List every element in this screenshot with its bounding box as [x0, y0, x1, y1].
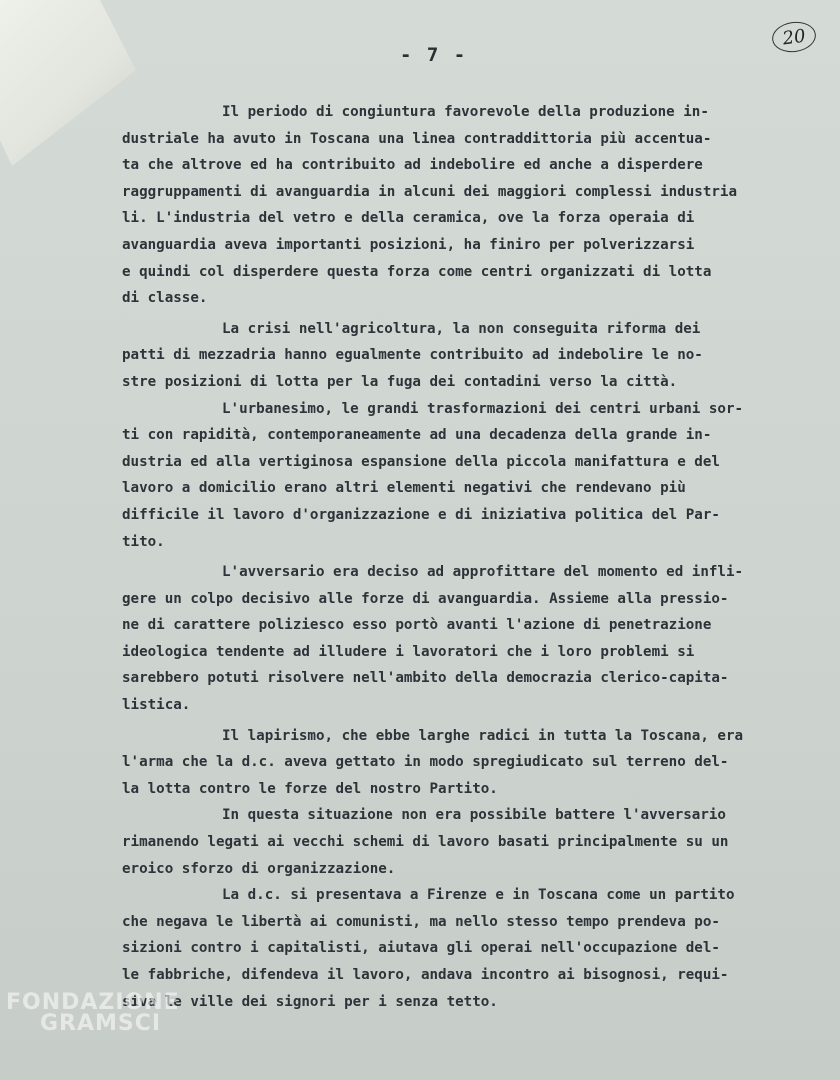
text-line: raggruppamenti di avanguardia in alcuni dei maggiori complessi industria	[122, 183, 737, 200]
text-line: Il periodo di congiuntura favorevole della produzione in-	[222, 104, 709, 120]
text-line: e quindi col disperdere questa forza come centri organizzati di lotta	[122, 263, 712, 280]
paragraph-5	[122, 723, 840, 803]
text-line: che negava le libertà ai comunisti, ma nello stesso tempo prendeva po-	[122, 913, 720, 930]
text-line: La d.c. si presentava a Firenze e in Toscana come un partito	[222, 887, 735, 904]
paragraph-4	[122, 559, 840, 719]
text-line: li. L'industria del vetro e della ceramica, ove la forza operaia di	[122, 210, 695, 227]
paragraph-6	[122, 802, 840, 882]
text-line: di classe.	[122, 290, 208, 307]
paragraph-7	[122, 882, 840, 1015]
watermark-logo	[6, 990, 180, 1036]
text-line: listica.	[122, 697, 191, 714]
folded-corner	[0, 0, 140, 170]
text-line: patti di mezzadria hanno egualmente contribuito ad indebolire le no-	[122, 347, 703, 364]
text-line: In questa situazione non era possibile battere l'avversario	[222, 807, 726, 824]
watermark-line-1: FONDAZIONE	[6, 990, 180, 1015]
paragraph-2	[122, 316, 840, 396]
text-line: L'avversario era deciso ad approfittare del momento ed infli-	[222, 564, 744, 581]
text-line: ideologica tendente ad illudere i lavoratori che i loro problemi si	[122, 643, 695, 660]
text-line: Il lapirismo, che ebbe larghe radici in tutta la Toscana, era	[222, 727, 744, 744]
text-line: dustria ed alla vertiginosa espansione della piccola manifattura e del	[122, 453, 720, 470]
text-line: gere un colpo decisivo alle forze di avanguardia. Assieme alla pressio-	[122, 590, 729, 607]
text-line: lavoro a domicilio erano altri elementi negativi che rendevano più	[122, 480, 686, 497]
text-line: stre posizioni di lotta per la fuga dei contadini verso la città.	[122, 373, 678, 390]
text-line: eroico sforzo di organizzazione.	[122, 860, 396, 877]
typed-text	[122, 99, 840, 1015]
paragraph-1	[122, 99, 840, 312]
text-line: tito.	[122, 533, 165, 550]
text-line: le fabbriche, difendeva il lavoro, andava incontro ai bisognosi, requi-	[122, 967, 729, 983]
text-line: sarebbero potuti risolvere nell'ambito della democrazia clerico-capita-	[122, 670, 729, 687]
text-line: avanguardia aveva importanti posizioni, ha finiro per polverizzarsi	[122, 236, 695, 253]
text-line: ne di carattere poliziesco esso portò avanti l'azione di penetrazione	[122, 617, 712, 634]
text-line: siva le ville dei signori per i senza tetto.	[122, 993, 498, 1010]
page-number: - 7 -	[400, 44, 468, 66]
paragraph-3	[122, 396, 840, 556]
folio-mark: 20	[770, 19, 818, 55]
text-line: l'arma che la d.c. aveva gettato in modo spregiudicato sul terreno del-	[122, 754, 729, 771]
text-line: ti con rapidità, contemporaneamente ad una decadenza della grande in-	[122, 427, 712, 444]
text-line: dustriale ha avuto in Toscana una linea contraddittoria più accentua-	[122, 130, 712, 147]
text-line: L'urbanesimo, le grandi trasformazioni dei centri urbani sor-	[222, 400, 744, 417]
text-line: difficile il lavoro d'organizzazione e di iniziativa politica del Par-	[122, 506, 720, 523]
text-line: rimanendo legati ai vecchi schemi di lavoro basati principalmente su un	[122, 834, 729, 851]
text-line: ta che altrove ed ha contribuito ad indebolire ed anche a disperdere	[122, 157, 703, 174]
text-line: sizioni contro i capitalisti, aiutava gli operai nell'occupazione del-	[122, 940, 720, 957]
text-line: la lotta contro le forze del nostro Partito.	[122, 780, 498, 797]
watermark-line-2: GRAMSCI	[40, 1011, 162, 1036]
text-line: La crisi nell'agricoltura, la non conseguita riforma dei	[222, 320, 701, 337]
